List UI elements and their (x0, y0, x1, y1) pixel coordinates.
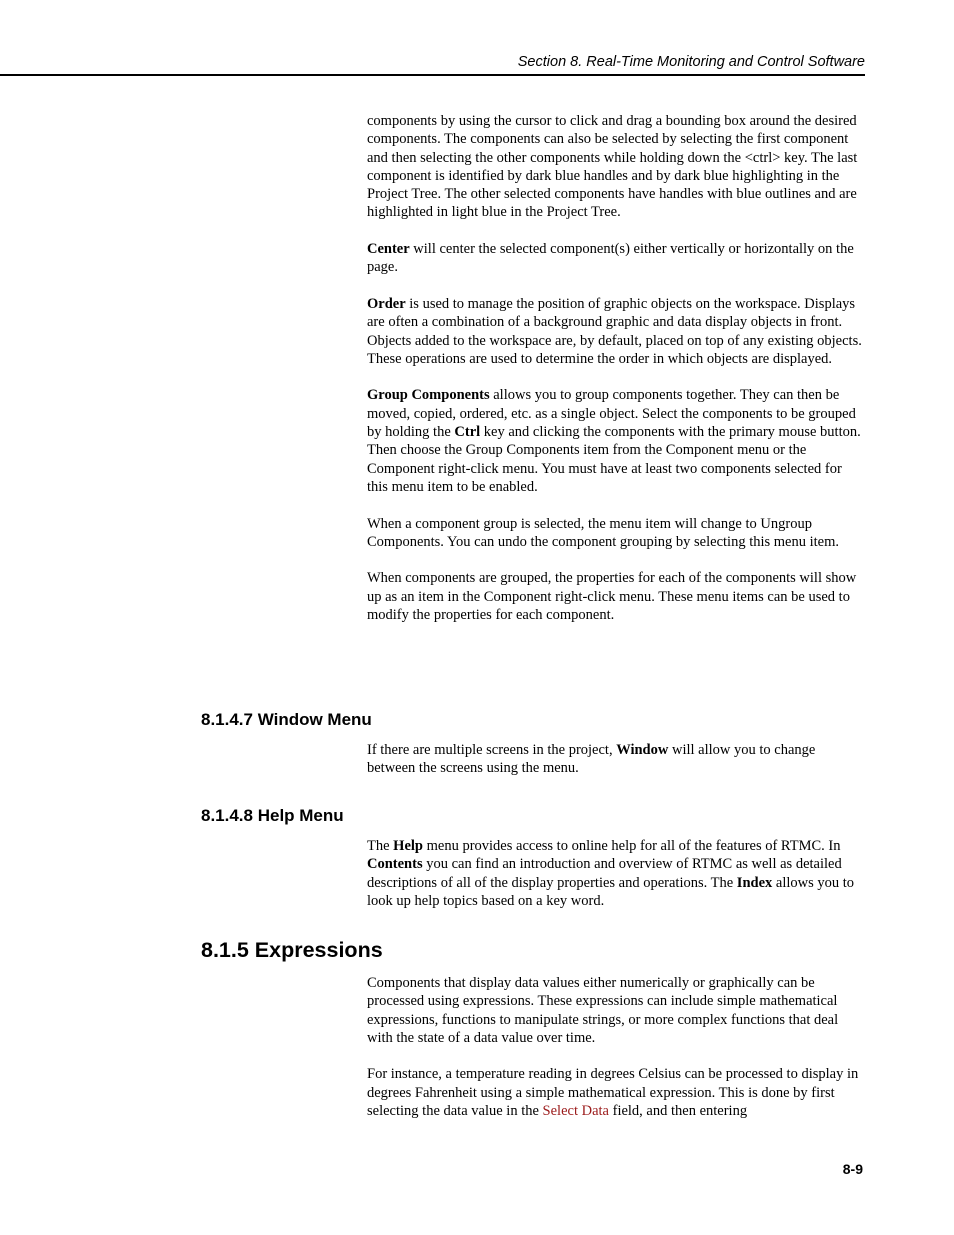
ungroup-paragraph: When a component group is selected, the menu item will change to Ungroup Components. You can undo the component grouping by selecting this menu item. (367, 515, 840, 550)
help-term: Help (393, 838, 423, 854)
expressions-paragraph-1: Components that display data values either numerically or graphically can be processed using expressions. These expressions can include simple mathematical expressions, functions to manipulate strings, or more complex functions that deal with the state of a data value over time. (367, 975, 839, 1046)
center-paragraph (367, 240, 865, 277)
ctrl-term: Ctrl (454, 424, 481, 441)
help-menu-heading: 8.1.4.8 Help Menu (201, 806, 344, 825)
group-text-a: allows you to group components together. They can then be moved, copied, ordered, etc. as a single object. Select the components to be grouped by holding the (367, 387, 856, 441)
expressions-section (367, 974, 865, 1139)
help-text-b: menu provides access to online help for all of the features of RTMC. In (422, 838, 841, 854)
intro-section (367, 112, 865, 643)
contents-term: Contents (367, 856, 423, 873)
running-header: Section 8. Real-Time Monitoring and Control Software (517, 54, 865, 70)
grouped-paragraph: When components are grouped, the properties for each of the components will show up as an item in the Component right-click menu. These menu items can be used to modify the properties for each component. (367, 570, 857, 624)
window-text-a: If there are multiple screens in the project, (367, 742, 617, 758)
help-text-d: allows you to look up help topics based on a key word. (367, 874, 855, 909)
expressions-heading: 8.1.5 Expressions (201, 938, 383, 962)
expr-text-b: field, and then entering (608, 1103, 748, 1120)
selection-paragraph: components by using the cursor to click and drag a bounding box around the desired components. The components can also be selected by selecting the first component and then selecting the other components while holding down the <ctrl> key. The last component is identified by dark blue handles and by dark blue highlighting in the Project Tree. The other selected components have handles with blue outlines and are highlighted in light blue in the Project Tree. (367, 113, 858, 221)
help-text-a: The (367, 838, 394, 854)
order-paragraph (367, 295, 865, 368)
index-term: Index (736, 874, 773, 891)
expr-text-a: For instance, a temperature reading in degrees Celsius can be processed to display in degrees Fahrenheit using a simple mathematical expression. This is done by first selecting the data value in the (367, 1066, 859, 1120)
window-menu-heading: 8.1.4.7 Window Menu (201, 710, 372, 729)
help-menu-section (367, 837, 865, 928)
window-menu-paragraph (367, 741, 865, 778)
order-term: Order (367, 295, 406, 312)
help-text-c: you can find an introduction and overview of RTMC as well as detailed descriptions of all of the display properties and operations. The (367, 856, 842, 891)
group-term: Group Components (367, 387, 490, 404)
select-data-link[interactable]: Select Data (542, 1103, 609, 1120)
header-rule (0, 74, 865, 76)
center-text: will center the selected component(s) either vertically or horizontally on the page. (367, 241, 854, 276)
center-term: Center (367, 241, 410, 258)
group-text-b: key and clicking the components with the primary mouse button. Then choose the Group Components item from the Component menu or the Component right-click menu. You must have at least two components selected for this menu item to be enabled. (367, 424, 861, 495)
window-text-b: will allow you to change between the screens using the menu. (367, 742, 816, 777)
order-text: is used to manage the position of graphic objects on the workspace. Displays are often a combination of a background graphic and data display objects in front. Objects added to the workspace are, by default, placed on top of any existing objects. These operations are used to determine the order in which objects are displayed. (367, 295, 862, 367)
help-menu-paragraph (367, 837, 865, 910)
page-number: 8-9 (842, 1161, 863, 1177)
window-menu-section (367, 741, 865, 796)
window-term: Window (616, 742, 669, 758)
group-paragraph (367, 386, 865, 496)
expressions-paragraph-2 (367, 1065, 865, 1120)
